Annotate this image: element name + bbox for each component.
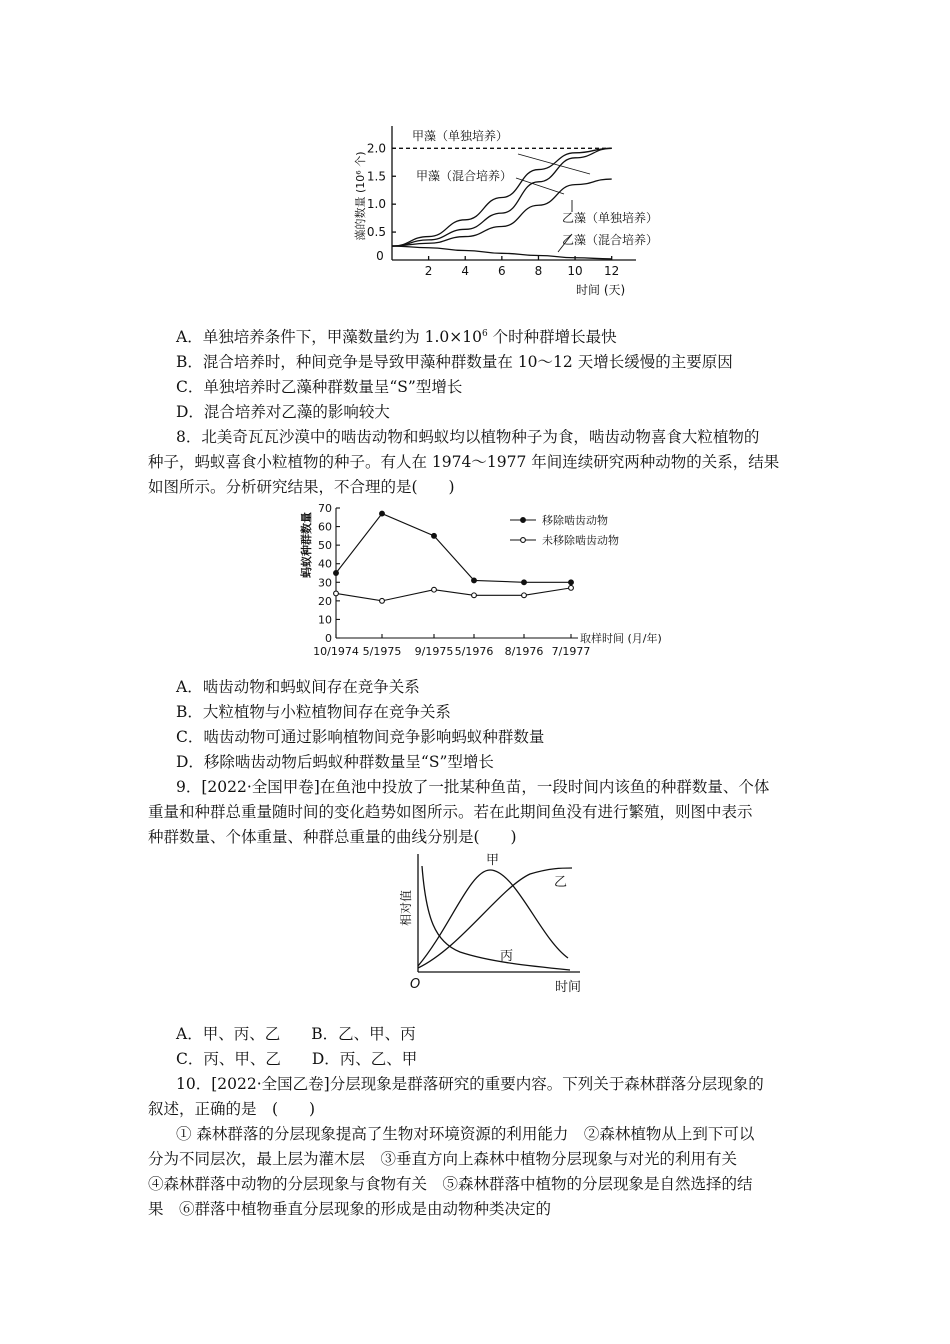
q7-option-a: A．单独培养条件下，甲藻数量约为 $1.0\times 10^6$ 个时种群增长最快: [176, 328, 617, 346]
label-yi: 乙: [554, 875, 568, 890]
data-point: [334, 591, 339, 596]
x-tick-label: 9/1975: [414, 645, 454, 658]
series-label-2: 乙藻（单独培养）: [562, 211, 659, 225]
x-tick-label: 0: [376, 249, 384, 263]
y-tick-label: 20: [318, 594, 332, 608]
q8-stem-line1: 8．北美奇瓦瓦沙漠中的啮齿动物和蚂蚁均以植物种子为食，啮齿动物喜食大粒植物的: [176, 428, 760, 446]
data-point: [432, 587, 437, 592]
legend-marker-0: [521, 518, 526, 523]
data-point: [380, 511, 385, 516]
q7-option-b: B．混合培养时，种间竞争是导致甲藻种群数量在 10～12 天增长缓慢的主要原因: [176, 353, 733, 371]
q7-option-d: D．混合培养对乙藻的影响较大: [176, 403, 390, 421]
x-tick-label: 10: [567, 264, 583, 278]
q8-stem-line2: 种子，蚂蚁喜食小粒植物的种子。有人在 1974～1977 年间连续研究两种动物的关系，结果: [148, 453, 780, 471]
series-line-1: [336, 588, 571, 601]
q8-option-d: D．移除啮齿动物后蚂蚁种群数量呈“S”型增长: [176, 753, 494, 771]
x-tick-label: 6: [498, 264, 506, 278]
q7-option-c: C．单独培养时乙藻种群数量呈“S”型增长: [176, 378, 463, 396]
ant-population-chart: [296, 500, 696, 665]
x-axis-label: 时间 (天): [576, 283, 626, 297]
data-point: [522, 580, 527, 585]
q8-option-b: B．大粒植物与小粒植物间存在竞争关系: [176, 703, 451, 721]
x-axis-label: 时间: [555, 980, 582, 995]
q10-stem-line1: 10．[2022·全国乙卷]分层现象是群落研究的重要内容。下列关于森林群落分层现象的: [176, 1075, 764, 1093]
x-tick-label: 8/1976: [504, 645, 544, 658]
q10-stem-line2: 叙述，正确的是 ( ): [148, 1100, 316, 1118]
curve-yi: [418, 868, 572, 968]
q10-statement-line3: ④森林群落中动物的分层现象与食物有关 ⑤森林群落中植物的分层现象是自然选择的结: [148, 1175, 753, 1193]
x-tick-label: 7/1977: [551, 645, 591, 658]
q9-options-cd: C．丙、甲、乙 D．丙、乙、甲: [176, 1050, 418, 1068]
q9-stem-line3: 种群数量、个体重量、种群总重量的曲线分别是( ): [148, 828, 517, 846]
curve-jia: [418, 870, 568, 966]
y-tick-label: 70: [318, 502, 332, 515]
q8-option-a: A．啮齿动物和蚂蚁间存在竞争关系: [176, 678, 420, 696]
label-jia: 甲: [486, 853, 500, 868]
curve-bing: [422, 866, 570, 970]
q9-stem-line1: 9．[2022·全国甲卷]在鱼池中投放了一批某种鱼苗，一段时间内该鱼的种群数量、个体: [176, 778, 770, 796]
series-line-0: [392, 148, 612, 246]
x-tick-label: 4: [461, 264, 470, 278]
x-tick-label: 12: [604, 264, 620, 278]
data-point: [334, 571, 339, 576]
y-tick-label: 1.0: [366, 197, 386, 212]
data-point: [569, 585, 574, 590]
x-tick-label: 5/1976: [454, 645, 494, 658]
y-axis-label: 藻的数量 (10⁶ 个): [354, 151, 367, 241]
q10-statement-line2: 分为不同层次，最上层为灌木层 ③垂直方向上森林中植物分层现象与对光的利用有关: [148, 1150, 738, 1168]
y-tick-label: 60: [318, 520, 332, 534]
q8-stem-line3: 如图所示。分析研究结果，不合理的是( ): [148, 478, 455, 496]
data-point: [522, 593, 527, 598]
data-point: [432, 533, 437, 538]
algae-growth-chart: [340, 118, 660, 303]
y-tick-label: 30: [318, 576, 332, 590]
data-point: [472, 593, 477, 598]
x-tick-label: 5/1975: [362, 645, 402, 658]
legend-label-0: 移除啮齿动物: [542, 514, 608, 527]
fish-curves-chart: [390, 848, 600, 998]
y-tick-label: 1.5: [366, 169, 386, 184]
q8-option-c: C．啮齿动物可通过影响植物间竞争影响蚂蚁种群数量: [176, 728, 545, 746]
q9-stem-line2: 重量和种群总重量随时间的变化趋势如图所示。若在此期间鱼没有进行繁殖，则图中表示: [148, 803, 753, 821]
y-tick-label: 0: [325, 632, 332, 645]
data-point: [472, 578, 477, 583]
legend-label-1: 未移除啮齿动物: [542, 534, 619, 547]
q10-statement-line4: 果 ⑥群落中植物垂直分层现象的形成是由动物种类决定的: [148, 1200, 552, 1218]
data-point: [569, 580, 574, 585]
legend-marker-1: [521, 538, 526, 543]
x-tick-label: 8: [534, 264, 543, 278]
label-bing: 丙: [500, 949, 514, 964]
x-axis-label: 取样时间 (月/年): [580, 632, 662, 645]
q10-statement-line1: ① 森林群落的分层现象提高了生物对环境资源的利用能力 ②森林植物从上到下可以: [176, 1125, 755, 1143]
series-label-0: 甲藻（单独培养）: [412, 129, 509, 143]
origin-label: O: [410, 977, 421, 992]
y-tick-label: 10: [318, 613, 332, 627]
y-tick-label: 0.5: [366, 225, 386, 240]
data-point: [380, 598, 385, 603]
series-label-1: 甲藻（混合培养）: [416, 169, 513, 183]
y-axis-label: 蚂蚁种群数量: [300, 512, 313, 578]
x-tick-label: 10/1974: [313, 645, 359, 658]
y-tick-label: 2.0: [366, 141, 386, 156]
x-tick-label: 2: [424, 264, 433, 278]
series-label-3: 乙藻（混合培养）: [562, 233, 659, 247]
series-line-0: [336, 514, 571, 583]
y-tick-label: 50: [318, 539, 332, 553]
y-axis-label: 相对值: [399, 889, 413, 927]
q9-options-ab: A．甲、丙、乙 B．乙、甲、丙: [176, 1025, 416, 1043]
y-tick-label: 40: [318, 557, 332, 571]
